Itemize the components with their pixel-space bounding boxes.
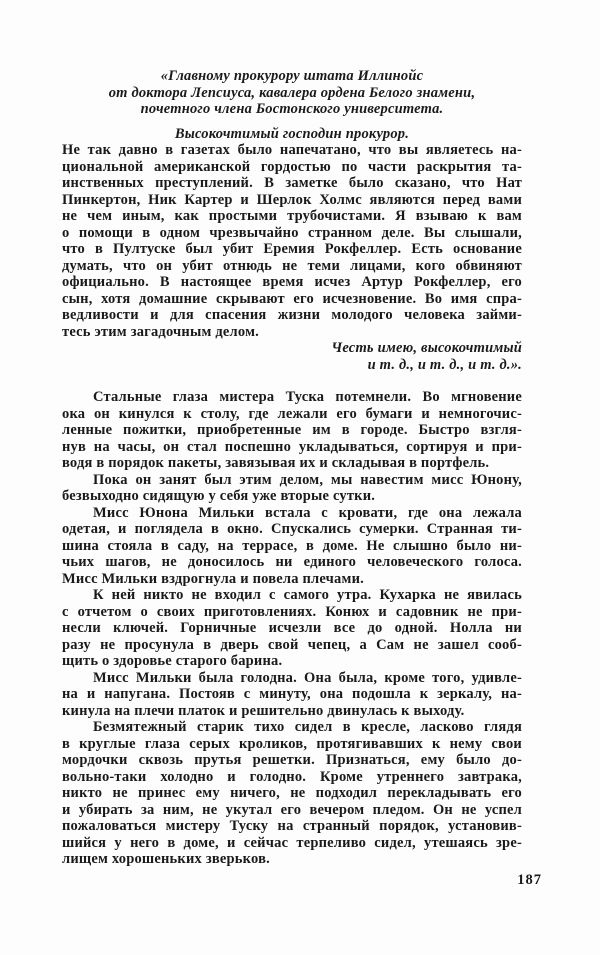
- text-line: пожаловаться мистеру Туску на странный порядок, установив-: [62, 818, 522, 834]
- text-line: К ней никто не входил с самого утра. Кухарка не явилась: [93, 587, 522, 603]
- text-line: ленные пожитки, приобретенные им в городе. Быстро взгля-: [62, 422, 522, 438]
- text-line: тесь этим загадочным делом.: [62, 323, 259, 340]
- letter-signature: [62, 340, 522, 373]
- text-line: никто не принес ему ничего, не подходил перекладывать его: [62, 785, 522, 801]
- text-line: ока он кинулся к столу, где лежали его бумаги и немногочис-: [62, 405, 522, 422]
- paragraph: [62, 587, 522, 670]
- paragraph: [62, 505, 522, 588]
- text-line: циональной американской гордостью по части раскрытия та-: [62, 158, 522, 175]
- text-line: Честь имею, высокочтимый: [331, 340, 522, 356]
- text-line: Мисс Мильки вздрогнула и повела плечами.: [62, 570, 364, 587]
- text-line: «Главному прокурору штата Иллинойс: [160, 68, 424, 84]
- letter-salutation: Высокочтимый господин прокурор.: [174, 125, 410, 142]
- story-paragraphs: [62, 389, 522, 868]
- text-line: инственных преступлений. В заметке было сказано, что Нат: [62, 175, 522, 191]
- text-line: шина стояла в саду, на террасе, в доме. Не слышно было ни-: [62, 537, 522, 554]
- text-line: сын, хотя домашние скрывают его исчезновение. Во имя спра-: [62, 290, 522, 307]
- text-line: на и напугана. Постояв с минуту, она подошла к зеркалу, на-: [62, 686, 522, 702]
- text-line: Безмятежный старик тихо сидел в кресле, ласково глядя: [93, 719, 522, 735]
- text-line: Пинкертон, Ник Картер и Шерлок Холмс являются перед вами: [62, 191, 522, 208]
- text-line: мордочки сквозь прутья решетки. Признаться, ему было до-: [62, 752, 522, 768]
- letter-block: [62, 68, 522, 373]
- text-line: думать, что он убит отнюдь не теми лицами, кого обвиняют: [62, 257, 522, 274]
- text-line: вольно-таки холодно и голодно. Кроме утреннего завтрака,: [62, 768, 522, 785]
- text-line: Мисс Мильки была голодна. Она была, кроме того, удивле-: [93, 669, 522, 686]
- text-line: лищем хорошеньких зверьков.: [62, 851, 270, 867]
- text-line: безвыходно сидящую у себя уже вторые сутки.: [62, 488, 376, 504]
- text-line: водя в порядок пакеты, завязывая их и складывая в портфель.: [62, 455, 490, 471]
- text-line: несли ключей. Горничные исчезли все до одной. Нолла ни: [62, 620, 522, 636]
- text-line: чьих шагов, не доносилось ни единого человеческого голоса.: [62, 554, 522, 570]
- text-line: нув на часы, он стал поспешно укладываться, сортируя и при-: [62, 438, 522, 455]
- text-line: и убирать за ним, не укутал его вечером пледом. Он не успел: [62, 801, 522, 818]
- text-line: почетного члена Бостонского университета.: [140, 101, 444, 117]
- text-line: шийся у него в доме, и сейчас терпеливо сидел, утешаясь зре-: [62, 834, 522, 851]
- paragraph: [62, 719, 522, 868]
- paragraph: [62, 389, 522, 472]
- text-line: о помощи в одном чрезвычайно странном деле. Вы слышали,: [62, 224, 522, 241]
- text-line: кинула на плечи платок и решительно двинулась к выходу.: [62, 702, 465, 719]
- text-line: что в Пултуске был убит Еремия Рокфеллер. Есть основание: [62, 241, 522, 257]
- text-line: не чем иным, как простыми трубочистами. Я взываю к вам: [62, 208, 522, 224]
- text-line: одетая, и поглядела в окно. Спускались сумерки. Странная ти-: [62, 521, 522, 537]
- text-line: и т. д., и т. д., и т. д.».: [367, 356, 522, 373]
- text-line: с отчетом о своих приготовлениях. Конюх и садовник не при-: [62, 603, 522, 620]
- text-line: Мисс Юнона Мильки встала с кровати, где она лежала: [93, 504, 522, 521]
- letter-address: [62, 68, 522, 118]
- paragraph: [62, 670, 522, 720]
- letter-body: [62, 142, 522, 340]
- text-line: ведливости и для спасения жизни молодого человека займи-: [62, 307, 522, 323]
- text-line: Не так давно в газетах было напечатано, что вы являетесь на-: [62, 142, 522, 158]
- text-line: в круглые глаза серых кроликов, протягивавших к нему свои: [62, 735, 522, 752]
- paragraph: [62, 472, 522, 505]
- text-line: щить о здоровье старого барина.: [62, 653, 283, 669]
- text-line: от доктора Лепсиуса, кавалера ордена Белого знамени,: [108, 84, 476, 101]
- text-line: разу не просунула в дверь свой чепец, а Сам не зашел сооб-: [62, 636, 522, 653]
- text-line: Стальные глаза мистера Туска потемнели. Во мгновение: [93, 389, 522, 405]
- page-number: 187: [517, 872, 542, 888]
- text-line: Пока он занят был этим делом, мы навестим мисс Юнону,: [93, 471, 522, 488]
- text-line: официально. В настоящее время исчез Артур Рокфеллер, его: [62, 274, 522, 290]
